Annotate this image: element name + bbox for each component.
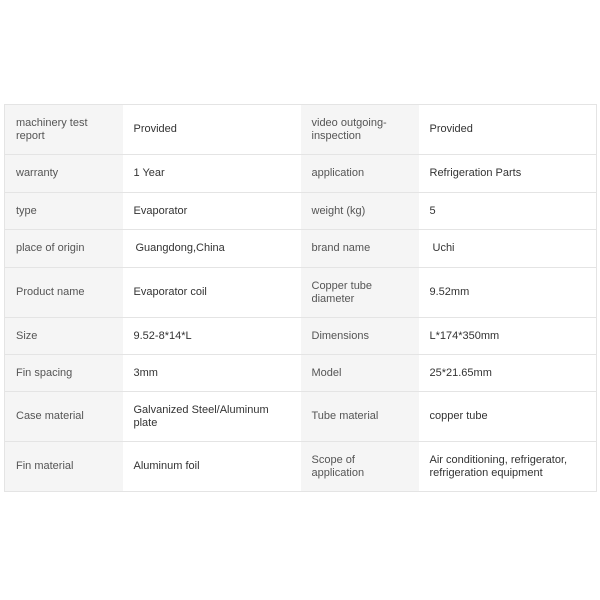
spec-row <box>5 155 597 193</box>
spec-label: weight (kg) <box>301 193 419 230</box>
spec-value: 1 Year <box>123 155 301 193</box>
spec-label: Dimensions <box>301 318 419 355</box>
spec-label: Size <box>5 318 123 355</box>
spec-label: Fin spacing <box>5 355 123 392</box>
spec-value: Evaporator <box>123 193 301 230</box>
spec-label: type <box>5 193 123 230</box>
spec-label: brand name <box>301 230 419 268</box>
spec-value: 25*21.65mm <box>419 355 597 392</box>
spec-row <box>5 355 597 392</box>
spec-label: Fin material <box>5 442 123 492</box>
spec-label: Product name <box>5 268 123 318</box>
spec-value: Air conditioning, refrigerator, refrigeration equipment <box>419 442 597 492</box>
spec-value: 9.52mm <box>419 268 597 318</box>
spec-value: 5 <box>419 193 597 230</box>
spec-row <box>5 392 597 442</box>
spec-label: Copper tube diameter <box>301 268 419 318</box>
spec-label: Scope of application <box>301 442 419 492</box>
spec-value: Uchi <box>419 230 597 268</box>
spec-value: Galvanized Steel/Aluminum plate <box>123 392 301 442</box>
spec-value: copper tube <box>419 392 597 442</box>
spec-value: Provided <box>123 105 301 155</box>
spec-label: warranty <box>5 155 123 193</box>
spec-row <box>5 105 597 155</box>
product-spec-table <box>4 104 597 492</box>
spec-label: machinery test report <box>5 105 123 155</box>
spec-row <box>5 442 597 492</box>
spec-label: Tube material <box>301 392 419 442</box>
spec-row <box>5 230 597 268</box>
spec-label: Case material <box>5 392 123 442</box>
spec-value: 9.52-8*14*L <box>123 318 301 355</box>
spec-label: place of origin <box>5 230 123 268</box>
spec-value: Provided <box>419 105 597 155</box>
spec-value: 3mm <box>123 355 301 392</box>
spec-label: application <box>301 155 419 193</box>
spec-value: Aluminum foil <box>123 442 301 492</box>
spec-row <box>5 268 597 318</box>
spec-row <box>5 193 597 230</box>
spec-value: Guangdong,China <box>123 230 301 268</box>
spec-value: Refrigeration Parts <box>419 155 597 193</box>
spec-value: L*174*350mm <box>419 318 597 355</box>
spec-label: video outgoing-inspection <box>301 105 419 155</box>
spec-label: Model <box>301 355 419 392</box>
spec-value: Evaporator coil <box>123 268 301 318</box>
spec-row <box>5 318 597 355</box>
